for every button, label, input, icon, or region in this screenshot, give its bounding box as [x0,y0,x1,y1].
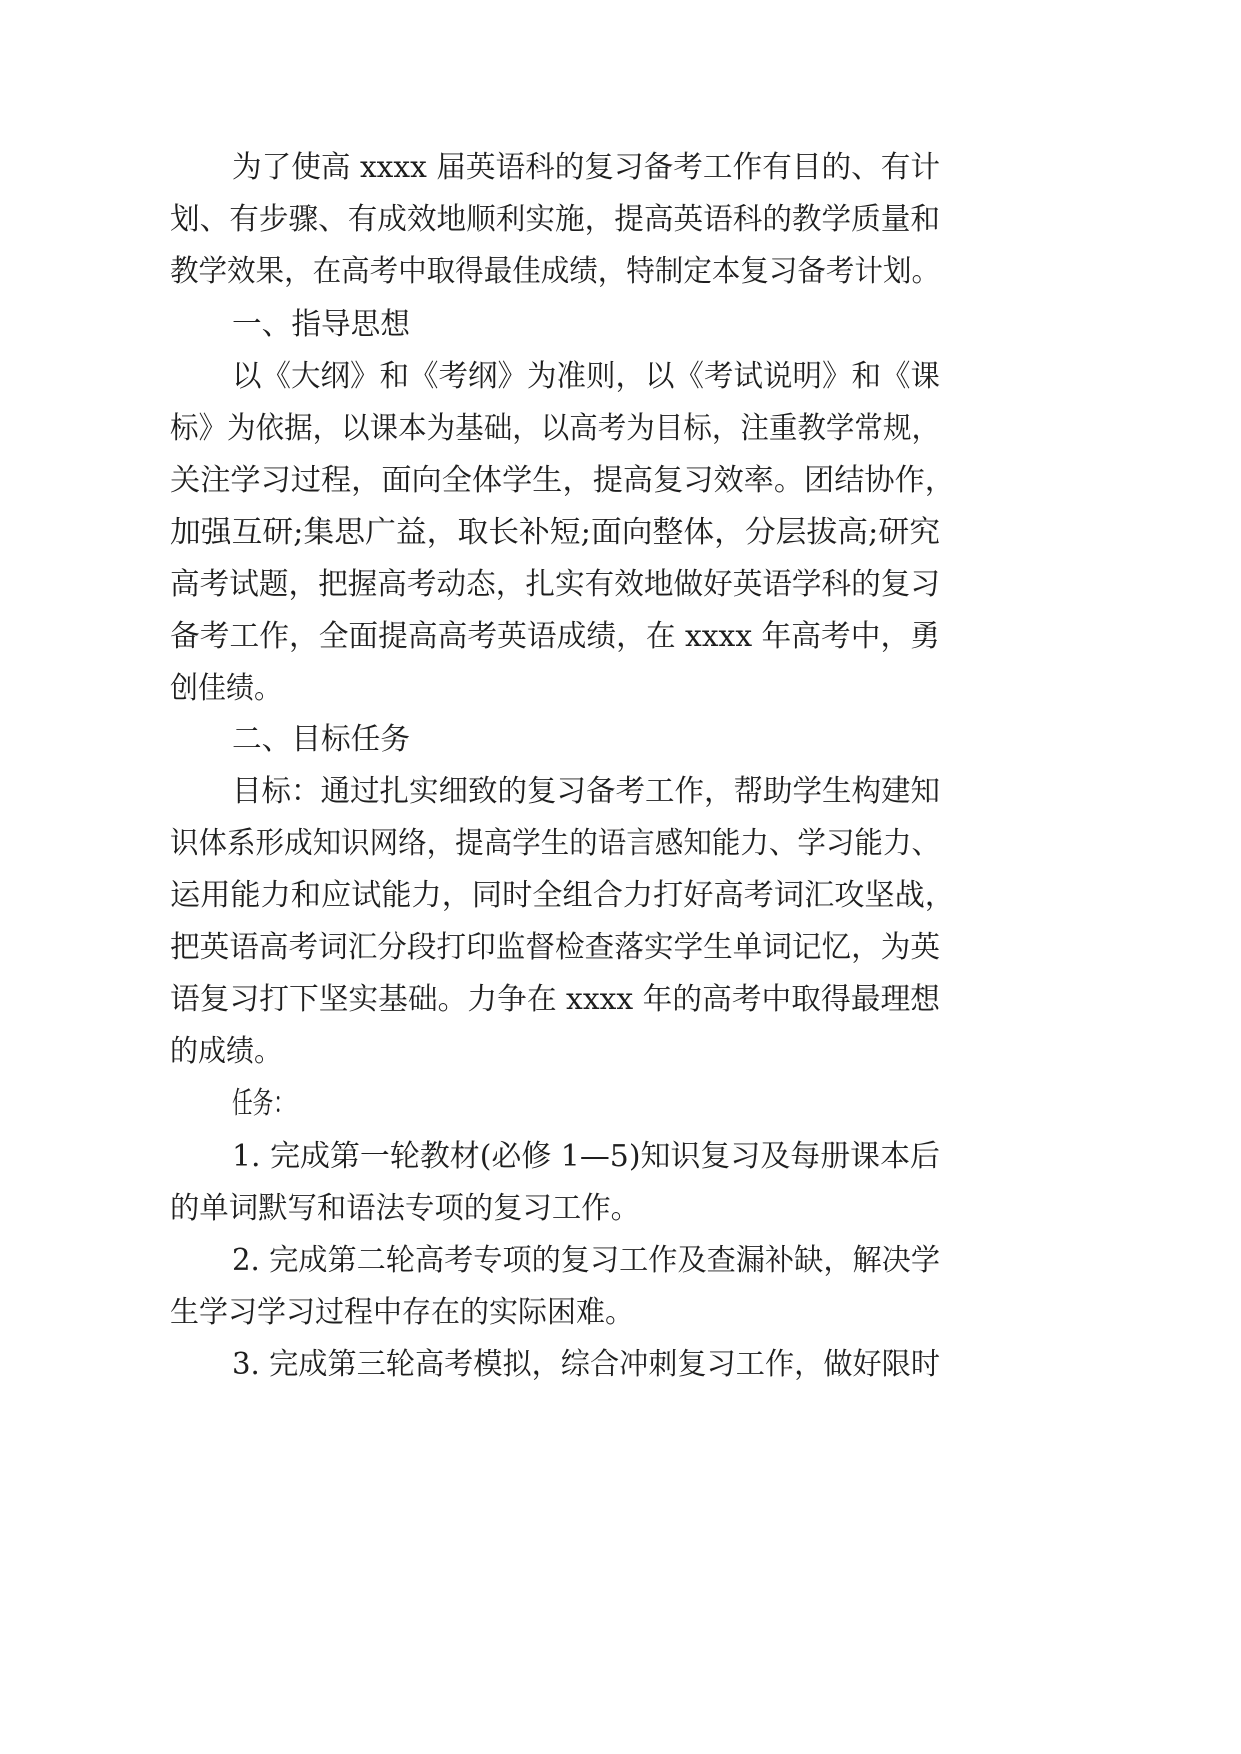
text-line: 1. 完成第一轮教材(必修 1—5)知识复习及每册课本后 [232,1139,941,1174]
text-line: 把英语高考词汇分段打印监督检查落实学生单词记忆，为英 [170,930,941,965]
text-line: 任务： [232,1086,295,1121]
text-line: 为了使高 xxxx 届英语科的复习备考工作有目的、有计 [232,150,941,185]
text-line: 的成绩。 [170,1034,282,1069]
text-line: 运用能力和应试能力，同时全组合力打好高考词汇攻坚战， [170,878,955,913]
text-line: 高考试题，把握高考动态，扎实有效地做好英语学科的复习 [170,567,941,602]
text-line: 备考工作，全面提高高考英语成绩，在 xxxx 年高考中，勇 [170,619,940,654]
text-line: 3. 完成第三轮高考模拟，综合冲刺复习工作，做好限时 [232,1347,941,1382]
text-line: 创佳绩。 [170,671,282,706]
text-line: 识体系形成知识网络，提高学生的语言感知能力、学习能力、 [170,826,940,861]
text-line: 二、目标任务 [232,722,411,757]
text-line: 关注学习过程，面向全体学生，提高复习效率。团结协作， [170,463,955,498]
text-line: 加强互研;集思广益，取长补短;面向整体，分层拔高;研究 [170,515,940,550]
text-line: 标》为依据，以课本为基础，以高考为目标，注重教学常规， [170,411,940,446]
text-line: 以《大纲》和《考纲》为准则，以《考试说明》和《课 [232,359,940,394]
text-line: 教学效果，在高考中取得最佳成绩，特制定本复习备考计划。 [170,254,940,289]
text-line: 一、指导思想 [232,307,411,342]
text-line: 目标：通过扎实细致的复习备考工作，帮助学生构建知 [232,774,940,809]
text-line: 生学习学习过程中存在的实际困难。 [170,1295,635,1330]
text-line: 2. 完成第二轮高考专项的复习工作及查漏补缺，解决学 [232,1243,941,1278]
text-line: 语复习打下坚实基础。力争在 xxxx 年的高考中取得最理想 [170,982,940,1017]
text-line: 划、有步骤、有成效地顺利实施，提高英语科的教学质量和 [170,202,941,237]
text-line: 的单词默写和语法专项的复习工作。 [170,1191,641,1226]
